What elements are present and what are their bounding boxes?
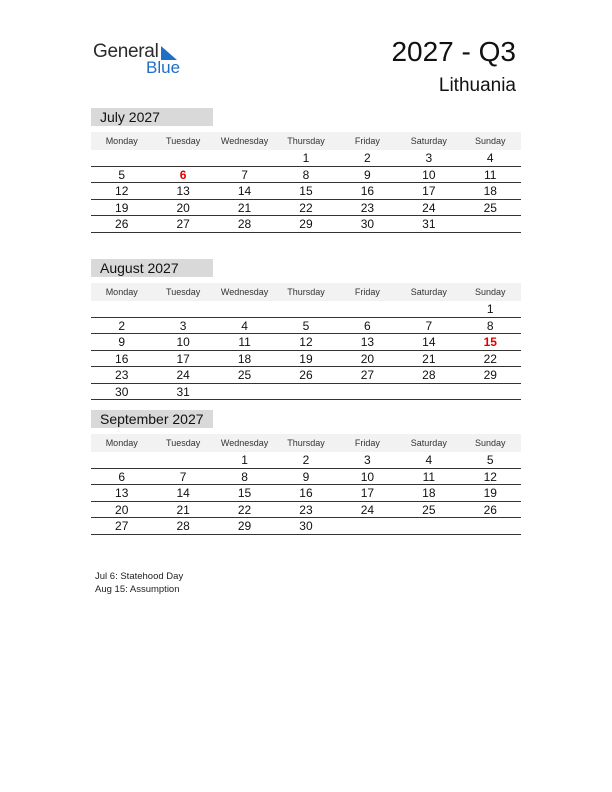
day-cell: 3 [364, 453, 371, 467]
week-row [91, 216, 521, 233]
day-cell: 18 [483, 184, 497, 198]
day-cell: 8 [241, 469, 248, 484]
country-name: Lithuania [438, 75, 516, 96]
weekday-label: Saturday [410, 287, 447, 297]
weekday-label: Sunday [474, 287, 506, 297]
day-cell [275, 384, 336, 400]
day-cell: 18 [422, 486, 436, 500]
weekday-label: Sunday [474, 136, 506, 146]
day-cell: 26 [299, 368, 313, 382]
day-cell [398, 384, 459, 400]
day-cell: 19 [115, 200, 129, 215]
day-cell: 30 [299, 519, 313, 533]
day-cell: 12 [483, 469, 497, 484]
logo-general-text: General [93, 41, 159, 62]
day-cell: 17 [360, 486, 375, 500]
weekday-label: Monday [105, 287, 138, 297]
day-cell: 10 [422, 167, 436, 182]
day-cell: 24 [422, 200, 436, 215]
day-cell [152, 150, 213, 166]
day-cell: 31 [422, 217, 436, 231]
week-row [91, 485, 521, 502]
holiday-notes [95, 570, 183, 596]
day-cell: 8 [486, 318, 494, 333]
week-row [91, 351, 521, 368]
day-cell: 9 [364, 167, 371, 182]
week-row [91, 150, 521, 167]
week-rows [91, 452, 521, 535]
day-cell: 27 [115, 519, 129, 533]
weekday-label: Wednesday [220, 438, 269, 448]
day-cell: 28 [422, 368, 436, 382]
day-cell: 24 [176, 368, 190, 382]
week-row [91, 452, 521, 469]
day-cell [152, 452, 213, 468]
day-cell: 20 [360, 351, 375, 366]
day-cell: 4 [241, 318, 248, 333]
weekday-label: Friday [354, 136, 380, 146]
weekday-label: Thursday [287, 438, 325, 448]
day-cell: 29 [299, 217, 313, 231]
weekday-label: Sunday [474, 438, 506, 448]
weekday-header [91, 283, 521, 301]
weekday-label: Friday [354, 438, 380, 448]
day-cell: 7 [179, 469, 187, 484]
week-row [91, 334, 521, 351]
month-september [91, 410, 521, 535]
week-row [91, 469, 521, 486]
day-cell: 22 [483, 351, 497, 366]
day-cell [398, 518, 459, 534]
week-row [91, 518, 521, 535]
day-cell: 20 [115, 502, 129, 517]
day-cell: 5 [118, 167, 126, 182]
day-cell: 12 [299, 335, 313, 349]
day-cell: 6 [118, 469, 126, 484]
day-cell: 2 [364, 151, 371, 165]
day-cell: 4 [425, 453, 433, 467]
day-cell: 12 [115, 184, 129, 198]
day-cell: 3 [425, 151, 433, 165]
day-cell: 6 [364, 318, 371, 333]
day-cell: 6 [179, 167, 187, 182]
day-cell: 19 [483, 486, 497, 500]
day-cell: 29 [237, 519, 252, 533]
day-cell [214, 150, 275, 166]
week-row [91, 384, 521, 401]
logo-blue-text: Blue [146, 58, 181, 77]
day-cell: 20 [176, 200, 190, 215]
day-cell: 21 [422, 351, 436, 366]
week-row [91, 301, 521, 318]
day-cell: 15 [483, 335, 497, 349]
day-cell: 17 [422, 184, 436, 198]
month-title: August 2027 [91, 259, 213, 277]
weekday-label: Wednesday [220, 136, 269, 146]
day-cell: 5 [302, 318, 310, 333]
day-cell [460, 216, 521, 232]
day-cell: 11 [238, 335, 251, 349]
day-cell [152, 301, 213, 317]
day-cell: 5 [486, 453, 494, 467]
day-cell: 11 [422, 469, 436, 484]
weekday-label: Thursday [287, 136, 325, 146]
day-cell [91, 301, 152, 317]
day-cell: 10 [176, 335, 190, 349]
weekday-label: Saturday [410, 136, 447, 146]
day-cell: 28 [176, 519, 190, 533]
day-cell: 21 [237, 200, 252, 215]
day-cell: 15 [237, 486, 252, 500]
generalblue-logo [93, 40, 193, 80]
day-cell: 7 [241, 167, 248, 182]
day-cell: 26 [115, 217, 129, 231]
day-cell: 31 [176, 384, 190, 399]
day-cell: 27 [360, 368, 375, 382]
day-cell [337, 301, 398, 317]
day-cell: 13 [176, 184, 190, 198]
month-august [91, 259, 521, 400]
week-rows [91, 150, 521, 233]
day-cell: 17 [176, 351, 190, 366]
weekday-label: Monday [105, 438, 138, 448]
day-cell: 16 [360, 184, 375, 198]
day-cell: 30 [360, 217, 375, 231]
weekday-label: Friday [354, 287, 380, 297]
day-cell: 10 [360, 469, 375, 484]
day-cell: 19 [299, 351, 313, 366]
day-cell: 16 [299, 486, 313, 500]
day-cell: 11 [484, 167, 497, 182]
holiday-note: Jul 6: Statehood Day [95, 571, 184, 582]
day-cell: 1 [241, 453, 248, 467]
week-row [91, 200, 521, 217]
day-cell: 25 [483, 200, 497, 215]
day-cell: 8 [302, 167, 310, 182]
day-cell: 23 [299, 502, 313, 517]
month-title: July 2027 [91, 108, 213, 126]
weekday-header [91, 132, 521, 150]
day-cell: 1 [302, 151, 310, 165]
day-cell: 9 [302, 469, 310, 484]
day-cell: 14 [176, 486, 190, 500]
weekday-label: Tuesday [166, 136, 201, 146]
day-cell: 24 [360, 502, 375, 517]
day-cell: 7 [425, 318, 433, 333]
week-row [91, 367, 521, 384]
day-cell [337, 384, 398, 400]
day-cell [91, 452, 152, 468]
day-cell [460, 384, 521, 400]
day-cell: 14 [422, 335, 436, 349]
weekday-label: Wednesday [220, 287, 269, 297]
week-row [91, 318, 521, 335]
weekday-label: Tuesday [166, 438, 201, 448]
month-july [91, 108, 521, 233]
day-cell [275, 301, 336, 317]
day-cell [214, 384, 275, 400]
day-cell: 4 [486, 151, 494, 165]
day-cell [337, 518, 398, 534]
day-cell: 1 [486, 302, 494, 316]
day-cell: 13 [360, 335, 375, 349]
day-cell: 14 [237, 184, 252, 198]
page-title: 2027 - Q3 [391, 36, 516, 67]
week-row [91, 167, 521, 184]
day-cell: 22 [299, 200, 313, 215]
week-row [91, 502, 521, 519]
weekday-header [91, 434, 521, 452]
weekday-label: Saturday [410, 438, 447, 448]
month-title: September 2027 [91, 410, 213, 428]
holiday-note: Aug 15: Assumption [95, 584, 180, 595]
day-cell: 2 [118, 318, 126, 333]
day-cell: 27 [176, 217, 190, 231]
weekday-label: Monday [105, 136, 138, 146]
day-cell: 21 [176, 502, 190, 517]
day-cell [91, 150, 152, 166]
day-cell: 13 [115, 486, 129, 500]
day-cell: 2 [302, 453, 310, 467]
week-rows [91, 301, 521, 400]
day-cell: 23 [360, 200, 375, 215]
weekday-label: Thursday [287, 287, 325, 297]
day-cell: 23 [115, 368, 129, 382]
day-cell: 25 [422, 502, 436, 517]
day-cell: 3 [179, 318, 187, 333]
day-cell [460, 518, 521, 534]
day-cell [398, 301, 459, 317]
day-cell: 15 [299, 184, 313, 198]
week-row [91, 183, 521, 200]
day-cell: 18 [237, 351, 252, 366]
day-cell: 9 [118, 335, 126, 349]
day-cell: 25 [237, 368, 252, 382]
day-cell [214, 301, 275, 317]
weekday-label: Tuesday [166, 287, 201, 297]
day-cell: 29 [483, 368, 497, 382]
day-cell: 16 [115, 351, 129, 366]
day-cell: 28 [237, 217, 252, 231]
day-cell: 22 [237, 502, 252, 517]
day-cell: 26 [483, 502, 497, 517]
day-cell: 30 [115, 384, 129, 399]
